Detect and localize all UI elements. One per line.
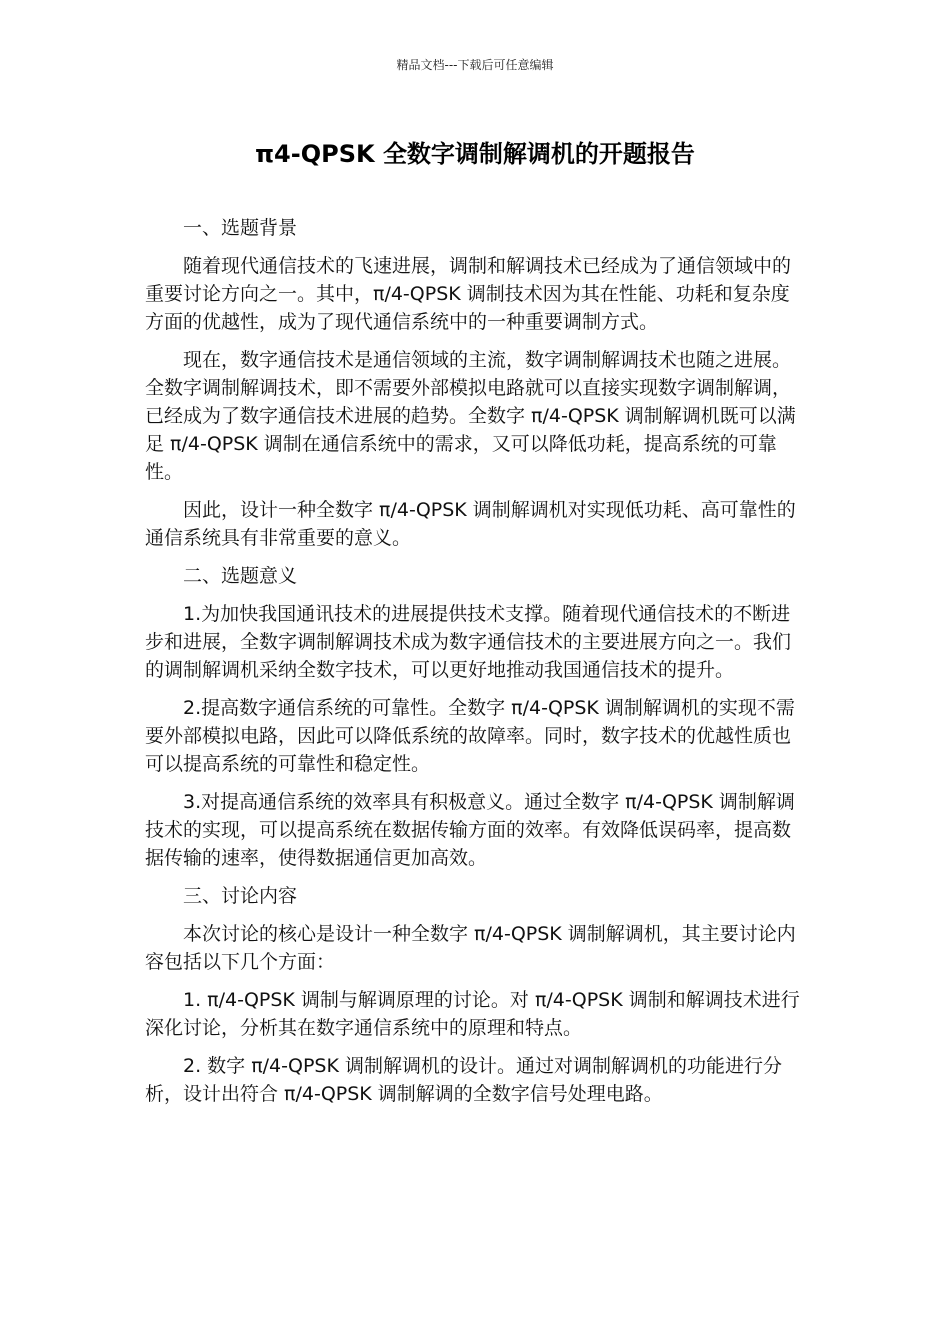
- header-note: 精品文档---下载后可任意编辑: [396, 58, 554, 72]
- section-heading-research-content: 三、讨论内容: [183, 885, 298, 907]
- paragraph: 随着现代通信技术的飞速进展，调制和解调技术已经成为了通信领域中的重要讨论方向之一。其中，π/4-QPSK 调制技术因为其在性能、功耗和复杂度方面的优越性，成为了现代通信系统中的一种重要调制方式。: [145, 255, 792, 333]
- document-title: π4-QPSK 全数字调制解调机的开题报告: [255, 140, 695, 168]
- paragraph: 本次讨论的核心是设计一种全数字 π/4-QPSK 调制解调机，其主要讨论内容包括以下几个方面：: [145, 923, 796, 973]
- paragraph: 3.对提高通信系统的效率具有积极意义。通过全数字 π/4-QPSK 调制解调技术的实现，可以提高系统在数据传输方面的效率。有效降低误码率，提高数据传输的速率，使得数据通信更加高效。: [145, 791, 795, 869]
- section-heading-background: 一、选题背景: [183, 217, 298, 239]
- paragraph: 2. 数字 π/4-QPSK 调制解调机的设计。通过对调制解调机的功能进行分析，设计出符合 π/4-QPSK 调制解调的全数字信号处理电路。: [145, 1055, 782, 1105]
- paragraph: 1.为加快我国通讯技术的进展提供技术支撑。随着现代通信技术的不断进步和进展，全数字调制解调技术成为数字通信技术的主要进展方向之一。我们的调制解调机采纳全数字技术，可以更好地推动我国通信技术的提升。: [145, 603, 792, 681]
- paragraph: 现在，数字通信技术是通信领域的主流，数字调制解调技术也随之进展。全数字调制解调技术，即不需要外部模拟电路就可以直接实现数字调制解调，已经成为了数字通信技术进展的趋势。全数字 π/4-QPSK 调制解调机既可以满足 π/4-QPSK 调制在通信系统中的需求，又可以降低功耗，提高系统的可靠性。: [145, 349, 796, 483]
- document-body: [145, 214, 805, 1118]
- paragraph: 2.提高数字通信系统的可靠性。全数字 π/4-QPSK 调制解调机的实现不需要外部模拟电路，因此可以降低系统的故障率。同时，数字技术的优越性质也可以提高系统的可靠性和稳定性。: [145, 697, 795, 775]
- paragraph: 1. π/4-QPSK 调制与解调原理的讨论。对 π/4-QPSK 调制和解调技术进行深化讨论，分析其在数字通信系统中的原理和特点。: [145, 989, 800, 1039]
- section-heading-significance: 二、选题意义: [183, 565, 298, 587]
- paragraph: 因此，设计一种全数字 π/4-QPSK 调制解调机对实现低功耗、高可靠性的通信系统具有非常重要的意义。: [145, 499, 796, 549]
